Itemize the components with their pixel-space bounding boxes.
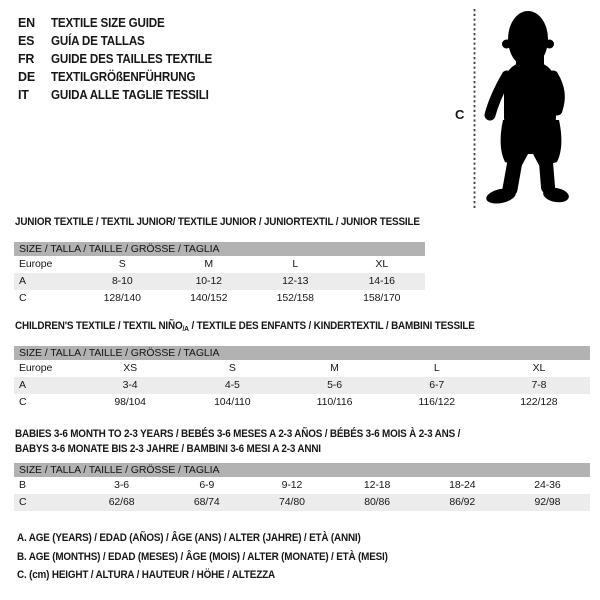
height-dashed-line-icon [472, 8, 477, 210]
size-cell: S [228, 362, 236, 374]
size-cell: XL [532, 362, 546, 374]
age-cell: 5-6 [327, 379, 342, 391]
title-text: / TEXTILE DES ENFANTS / KINDERTEXTIL / BAMBINI TESSILE [188, 320, 475, 332]
size-cell: XL [375, 258, 389, 270]
title-subscript: /A [182, 324, 189, 333]
table-row-europe [14, 360, 590, 377]
age-cell: 18-24 [449, 479, 476, 491]
size-cell: M [330, 362, 339, 374]
age-cell: 6-9 [199, 479, 215, 491]
size-cell: M [204, 258, 214, 270]
language-label: GUÍA DE TALLAS [51, 34, 145, 48]
toddler-silhouette-icon [483, 9, 573, 211]
size-cell: S [118, 258, 126, 270]
language-row-it [18, 86, 224, 104]
size-cell: L [292, 258, 299, 270]
language-code: IT [18, 88, 29, 102]
language-row-de [18, 68, 224, 86]
babies-table-title [15, 427, 460, 457]
language-label: TEXTILGRÖßENFÜHRUNG [51, 70, 196, 84]
age-cell: 3-6 [114, 479, 130, 491]
children-size-table [14, 346, 590, 411]
height-cell: 68/74 [193, 496, 220, 508]
language-row-en [18, 14, 224, 32]
language-label: GUIDE DES TAILLES TEXTILE [51, 52, 213, 66]
height-measure-label: C [455, 107, 465, 122]
height-cell: 110/116 [316, 396, 353, 408]
height-cell: 122/128 [520, 396, 558, 408]
size-cell: L [433, 362, 440, 374]
language-list [18, 14, 224, 104]
title-line-2: BABYS 3-6 MONATE BIS 2-3 JAHRE / BAMBINI 3-6 MESI A 2-3 ANNI [15, 443, 321, 455]
table-row-age [14, 273, 425, 290]
row-label: Europe [19, 362, 53, 374]
age-cell: 4-5 [224, 379, 240, 391]
table-row-height [14, 290, 425, 307]
age-cell: 8-10 [111, 275, 133, 287]
footnote-a: A. AGE (YEARS) / EDAD (AÑOS) / ÂGE (ANS) / ALTER (JAHRE) / ETÀ (ANNI) [17, 532, 361, 544]
language-row-es [18, 32, 224, 50]
row-label: Europe [19, 258, 53, 270]
height-cell: 80/86 [364, 496, 390, 508]
height-cell: 86/92 [449, 496, 476, 508]
height-cell: 98/104 [114, 396, 146, 408]
table-row-height [14, 394, 590, 411]
age-cell: 12-13 [282, 275, 309, 287]
language-row-fr [18, 50, 224, 68]
height-cell: 128/140 [103, 292, 141, 304]
age-cell: 7-8 [531, 379, 547, 391]
height-cell: 62/68 [108, 496, 135, 508]
height-cell: 140/152 [190, 292, 228, 304]
age-cell: 14-16 [368, 275, 395, 287]
height-cell: 74/80 [279, 496, 305, 508]
language-code: DE [18, 70, 35, 84]
height-cell: 158/170 [363, 292, 401, 304]
children-table-title [15, 320, 475, 333]
babies-size-table [14, 463, 590, 511]
height-cell: 92/98 [534, 496, 561, 508]
row-label: C [19, 292, 27, 304]
table-row-height [14, 494, 590, 511]
size-header-band: SIZE / TALLA / TAILLE / GRÖSSE / TAGLIA [14, 242, 425, 256]
row-label: B [19, 479, 26, 491]
legend [17, 529, 429, 585]
age-cell: 12-18 [363, 479, 391, 491]
title-text: CHILDREN'S TEXTILE / TEXTIL NIÑO [15, 320, 183, 332]
language-label: GUIDA ALLE TAGLIE TESSILI [51, 88, 209, 102]
row-label: A [19, 379, 26, 391]
table-row-age-months [14, 477, 590, 494]
language-code: EN [18, 16, 35, 30]
size-header-band: SIZE / TALLA / TAILLE / GRÖSSE / TAGLIA [14, 346, 590, 360]
language-code: ES [18, 34, 35, 48]
table-row-europe [14, 256, 425, 273]
age-cell: 6-7 [429, 379, 445, 391]
height-cell: 152/158 [276, 292, 314, 304]
size-cell: XS [123, 362, 137, 374]
size-header-band: SIZE / TALLA / TAILLE / GRÖSSE / TAGLIA [14, 463, 590, 477]
row-label: C [19, 396, 27, 408]
table-row-age [14, 377, 590, 394]
row-label: C [19, 496, 27, 508]
row-label: A [19, 275, 26, 287]
title-line-1: BABIES 3-6 MONTH TO 2-3 YEARS / BEBÉS 3-6 MESES A 2-3 AÑOS / BÉBÉS 3-6 MOIS À 2-3 ANS / [15, 428, 461, 440]
footnote-b: B. AGE (MONTHS) / EDAD (MESES) / ÂGE (MOIS) / ALTER (MONATE) / ETÀ (MESI) [17, 550, 388, 563]
height-cell: 104/110 [214, 396, 251, 408]
height-cell: 116/122 [418, 396, 455, 408]
footnote-c: C. (cm) HEIGHT / ALTURA / HAUTEUR / HÖHE / ALTEZZA [17, 569, 275, 581]
language-label: TEXTILE SIZE GUIDE [51, 16, 165, 30]
language-code: FR [18, 52, 35, 66]
junior-table-title: JUNIOR TEXTILE / TEXTIL JUNIOR/ TEXTILE JUNIOR / JUNIORTEXTIL / JUNIOR TESSILE [15, 216, 420, 228]
age-cell: 9-12 [281, 479, 303, 491]
age-cell: 10-12 [195, 275, 222, 287]
age-cell: 24-36 [534, 479, 561, 491]
age-cell: 3-4 [122, 379, 138, 391]
junior-size-table [14, 242, 425, 307]
